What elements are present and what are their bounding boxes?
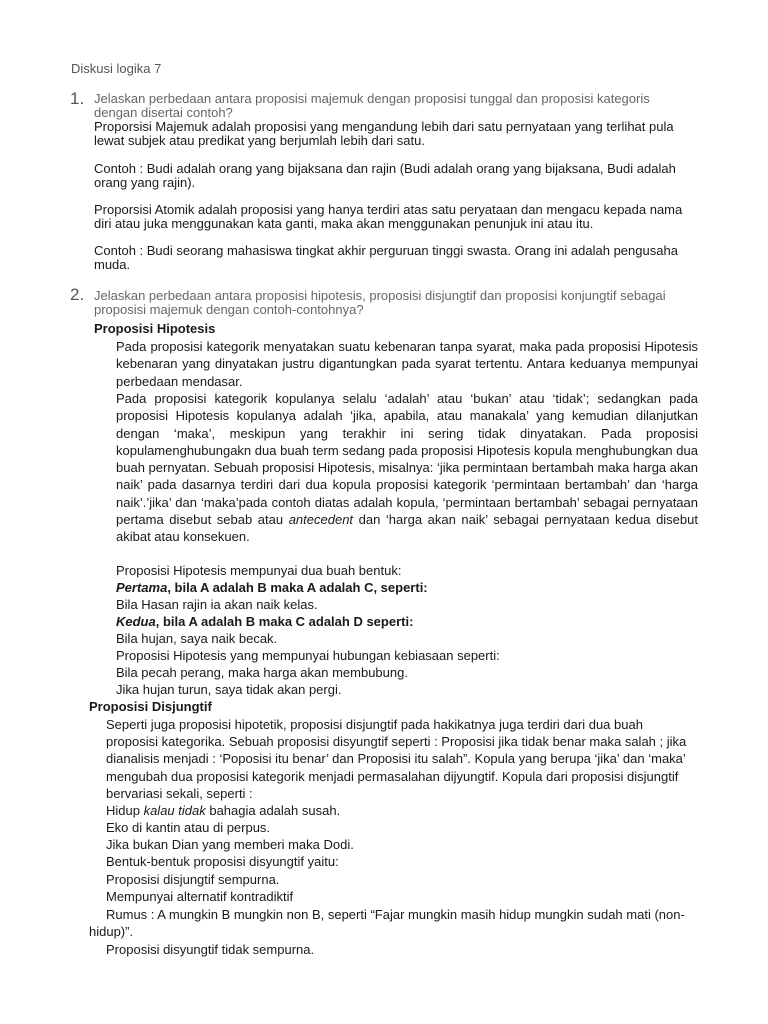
q1-answer-para-3: Proporsisi Atomik adalah proposisi yang hanya terdiri atas satu peryataan dan mengacu kepada nama diri atau juka menggunakan kata ganti, maka akan menggunakan penunjuk ini atau itu. — [94, 202, 683, 231]
disjungtif-alternatif: Mempunyai alternatif kontradiktif — [106, 889, 294, 904]
hipotesis-line-bentuk: Proposisi Hipotesis mempunyai dua buah bentuk: — [116, 563, 402, 578]
question-2-text: Jelaskan perbedaan antara proposisi hipotesis, proposisi disjungtif dan proposisi konjungtif sebagai proposisi majemuk dengan contoh-contohnya? — [94, 288, 666, 317]
heading-proposisi-hipotesis: Proposisi Hipotesis — [94, 321, 216, 336]
q1-answer-para-4: Contoh : Budi seorang mahasiswa tingkat akhir perguruan tinggi swasta. Orang ini adalah pengusaha muda. — [94, 243, 678, 272]
hipotesis-bentuk-pertama: Pertama, bila A adalah B maka A adalah C, seperti: — [116, 580, 428, 595]
hipotesis-example-4: Jika hujan turun, saya tidak akan pergi. — [116, 682, 342, 697]
disjungtif-sempurna: Proposisi disjungtif sempurna. — [106, 872, 280, 887]
hipotesis-para-1: Pada proposisi kategorik menyatakan suatu kebenaran tanpa syarat, maka pada proposisi Hipotesis kebenaran yang dinyatakan justru digantungkan pada syarat tertentu. Antara keduanya mempunyai perbedaan mendasar. — [116, 339, 698, 389]
disjungtif-rumus: Rumus : A mungkin B mungkin non B, seperti “Fajar mungkin masih hidup mungkin sudah mati (non-hidup)”. — [89, 907, 685, 940]
disjungtif-example-3: Jika bukan Dian yang memberi maka Dodi. — [106, 837, 354, 852]
disjungtif-example-1: Hidup kalau tidak bahagia adalah susah. — [106, 803, 341, 818]
hipotesis-example-2: Bila hujan, saya naik becak. — [116, 631, 278, 646]
hipotesis-bentuk-kedua: Kedua, bila A adalah B maka C adalah D seperti: — [116, 614, 414, 629]
hipotesis-example-3: Bila pecah perang, maka harga akan membubung. — [116, 665, 408, 680]
disjungtif-example-2: Eko di kantin atau di perpus. — [106, 820, 271, 835]
hipotesis-example-1: Bila Hasan rajin ia akan naik kelas. — [116, 597, 318, 612]
question-number-2: 2. — [70, 285, 85, 304]
disjungtif-para-1: Seperti juga proposisi hipotetik, proposisi disjungtif pada hakikatnya juga terdiri dari dua buah proposisi kategorika. Sebuah proposisi disyungtif seperti : Proposisi jika tidak benar maka salah ; jika dianalisis menjadi : ‘Poposisi itu benar’ dan Proposisi itu salah”. Kopula yang berupa ‘jika’ dan ‘maka’ mengubah dua proposisi kategorik menjadi permasalahan dijyungtif. Kopula dari proposisi disjungtif bervariasi sekali, seperti : — [106, 717, 687, 801]
hipotesis-para-2: Pada proposisi kategorik kopulanya selalu ‘adalah’ atau ‘bukan’ atau ‘tidak’; sedangkan pada proposisi Hipotesis kopulanya adalah ‘jika, apabila, atau manakala’ yang kemudian dilanjutkan dengan ‘maka’, meskipun yang terakhir ini sering tidak dinyatakan. Pada proposisi kopulamenghubungakn dua buah term sedang pada proposisi Hipotesis kopula menghubungkan dua buah pernyatan. Sebuah proposisi Hipotesis, misalnya: ‘jika permintaan bertambah maka harga akan naik’ pada dasarnya terdiri dari dua kopula proposisi kategorik ‘permintaan bertambah’ dan ‘harga naik’.’jika’ dan ‘maka’pada contoh diatas adalah kopula, ‘permintaan bertambah’ sebagai pernyataan pertama disebut sebab atau antecedent dan ‘harga akan naik’ sebagai pernyataan kedua disebut akibat atau konsekuen. — [116, 391, 698, 545]
page-title: Diskusi logika 7 — [71, 61, 162, 76]
q1-answer-para-2: Contoh : Budi adalah orang yang bijaksana dan rajin (Budi adalah orang yang bijaksana, Budi adalah orang yang rajin). — [94, 161, 676, 190]
question-number-1: 1. — [70, 89, 85, 108]
disjungtif-tidak-sempurna: Proposisi disyungtif tidak sempurna. — [106, 942, 315, 957]
hipotesis-line-kebiasaan: Proposisi Hipotesis yang mempunyai hubungan kebiasaan seperti: — [116, 648, 500, 663]
q1-answer-para-1: Proporsisi Majemuk adalah proposisi yang mengandung lebih dari satu pernyataan yang terlihat pula lewat subjek atau predikat yang berjumlah lebih dari satu. — [94, 119, 674, 148]
heading-proposisi-disjungtif: Proposisi Disjungtif — [89, 699, 212, 714]
disjungtif-bentuk-heading: Bentuk-bentuk proposisi disyungtif yaitu: — [106, 854, 339, 869]
question-1-text: Jelaskan perbedaan antara proposisi majemuk dengan proposisi tunggal dan proposisi kategoris dengan disertai contoh? — [94, 91, 650, 120]
